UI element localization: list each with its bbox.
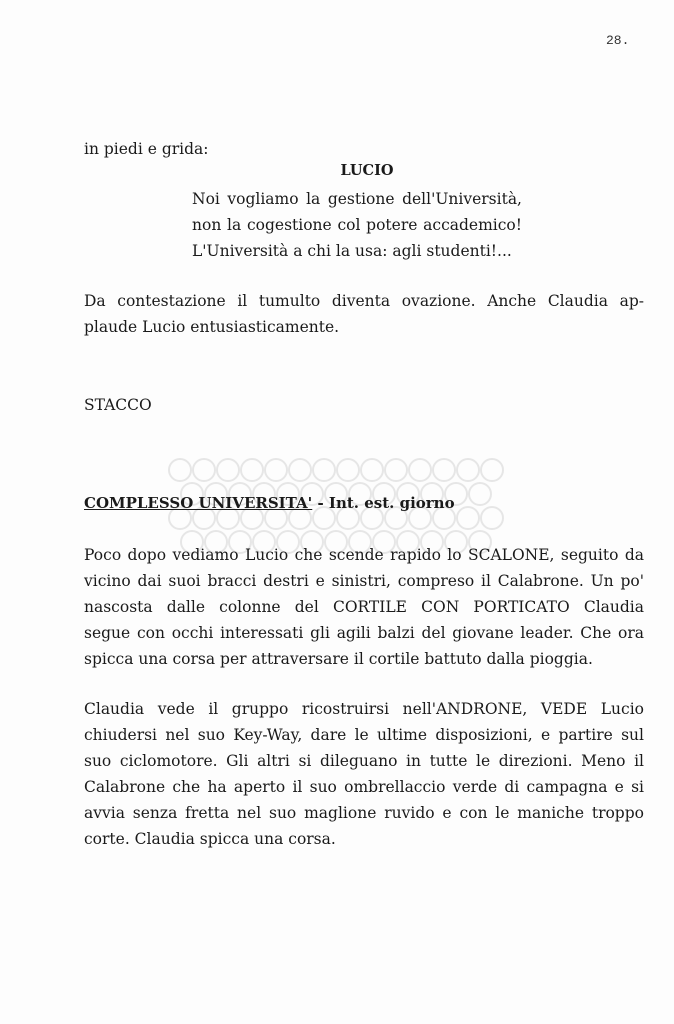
paragraph-line: avvia senza fretta nel suo maglione ruvido e con le maniche troppo — [84, 804, 644, 822]
paragraph-line: corte. Claudia spicca una corsa. — [84, 830, 336, 848]
paragraph-line: Claudia vede il gruppo ricostruirsi nell'ANDRONE, VEDE Lucio — [84, 700, 644, 718]
dialogue-line: non la cogestione col potere accademico! — [192, 216, 522, 234]
paragraph-line: nascosta dalle colonne del CORTILE CON PORTICATO Claudia — [84, 598, 644, 616]
paragraph-line: Da contestazione il tumulto diventa ovazione. Anche Claudia ap- — [84, 292, 644, 310]
paragraph-line: Calabrone che ha aperto il suo ombrellaccio verde di campagna e si — [84, 778, 644, 796]
dialogue-line: L'Università a chi la usa: agli studenti!... — [192, 242, 512, 260]
watermark-row-1 — [169, 459, 503, 481]
paragraph-line: vicino dai suoi bracci destri e sinistri, compreso il Calabrone. Un po' — [84, 572, 644, 590]
dialogue-line: Noi vogliamo la gestione dell'Università, — [192, 190, 522, 208]
dialogue-block — [192, 186, 522, 264]
paragraph-line: spicca una corsa per attraversare il cortile battuto dalla pioggia. — [84, 650, 593, 668]
paragraph-line: suo ciclomotore. Gli altri si dileguano in tutte le direzioni. Meno il — [84, 752, 644, 770]
scene-time: - Int. est. giorno — [312, 494, 455, 512]
transition-stacco: STACCO — [84, 396, 152, 414]
scene-heading — [84, 494, 455, 512]
page-number: 28. — [606, 33, 630, 48]
paragraph-3 — [84, 696, 644, 852]
paragraph-line: segue con occhi interessati gli agili balzi del giovane leader. Che ora — [84, 624, 644, 642]
scene-location: COMPLESSO UNIVERSITA' — [84, 494, 313, 512]
paragraph-2 — [84, 542, 644, 672]
character-name: LUCIO — [340, 162, 394, 179]
paragraph-line: chiudersi nel suo Key-Way, dare le ultime disposizioni, e partire sul — [84, 726, 644, 744]
paragraph-1 — [84, 288, 644, 340]
paragraph-line: plaude Lucio entusiasticamente. — [84, 318, 340, 336]
paragraph-line: Poco dopo vediamo Lucio che scende rapido lo SCALONE, seguito da — [84, 546, 644, 564]
intro-line: in piedi e grida: — [84, 140, 209, 158]
